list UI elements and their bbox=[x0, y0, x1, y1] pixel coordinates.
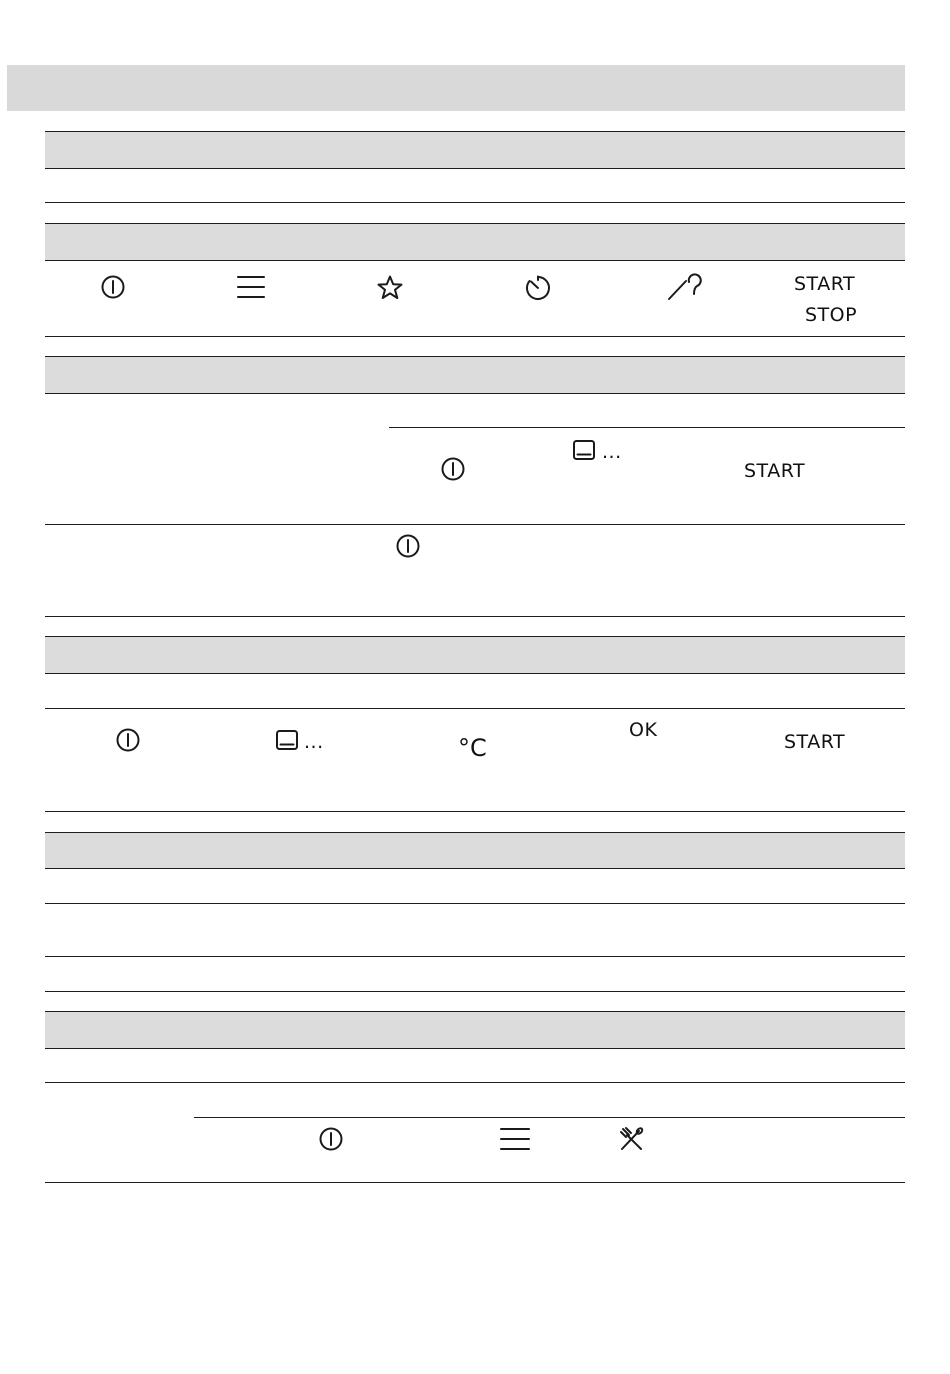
rule bbox=[45, 708, 905, 709]
ellipsis-label: ... bbox=[602, 441, 622, 463]
rule bbox=[45, 616, 905, 617]
power-icon bbox=[101, 275, 125, 299]
rule bbox=[45, 393, 905, 394]
rule bbox=[45, 956, 905, 957]
rule bbox=[45, 168, 905, 169]
power-icon bbox=[116, 728, 140, 752]
start-label: START bbox=[794, 273, 856, 295]
power-icon bbox=[441, 457, 465, 481]
rule bbox=[45, 223, 905, 224]
start-label: START bbox=[784, 731, 846, 753]
rule bbox=[389, 427, 905, 428]
power-icon bbox=[319, 1127, 343, 1151]
rule bbox=[45, 356, 905, 357]
section-header-5 bbox=[45, 833, 905, 868]
menu-icon bbox=[237, 275, 265, 299]
rule bbox=[45, 1182, 905, 1183]
celsius-icon: °C bbox=[458, 734, 487, 762]
rule bbox=[45, 811, 905, 812]
section-header-6 bbox=[45, 1012, 905, 1048]
rule bbox=[45, 868, 905, 869]
section-header-2 bbox=[45, 224, 905, 260]
rule bbox=[45, 131, 905, 132]
rule bbox=[45, 336, 905, 337]
rule bbox=[45, 524, 905, 525]
probe-icon bbox=[667, 274, 703, 302]
rule bbox=[45, 1011, 905, 1012]
section-header-1 bbox=[45, 132, 905, 168]
power-icon bbox=[396, 534, 420, 558]
star-icon bbox=[377, 275, 403, 300]
menu-icon bbox=[500, 1127, 530, 1151]
stop-label: STOP bbox=[805, 304, 858, 326]
rule bbox=[45, 991, 905, 992]
section-header-4 bbox=[45, 637, 905, 673]
ok-label: OK bbox=[629, 719, 658, 741]
ellipsis-label: ... bbox=[304, 731, 324, 753]
timer-icon bbox=[525, 275, 551, 301]
oven-function-icon bbox=[573, 440, 595, 460]
rule bbox=[45, 636, 905, 637]
rule bbox=[45, 202, 905, 203]
rule bbox=[45, 260, 905, 261]
cutlery-icon bbox=[619, 1127, 645, 1151]
rule bbox=[45, 903, 905, 904]
title-bar bbox=[7, 65, 905, 111]
rule bbox=[45, 832, 905, 833]
start-label: START bbox=[744, 460, 806, 482]
rule bbox=[45, 1082, 905, 1083]
rule bbox=[194, 1117, 905, 1118]
rule bbox=[45, 1048, 905, 1049]
section-header-3 bbox=[45, 357, 905, 393]
oven-function-icon bbox=[276, 730, 298, 750]
rule bbox=[45, 673, 905, 674]
